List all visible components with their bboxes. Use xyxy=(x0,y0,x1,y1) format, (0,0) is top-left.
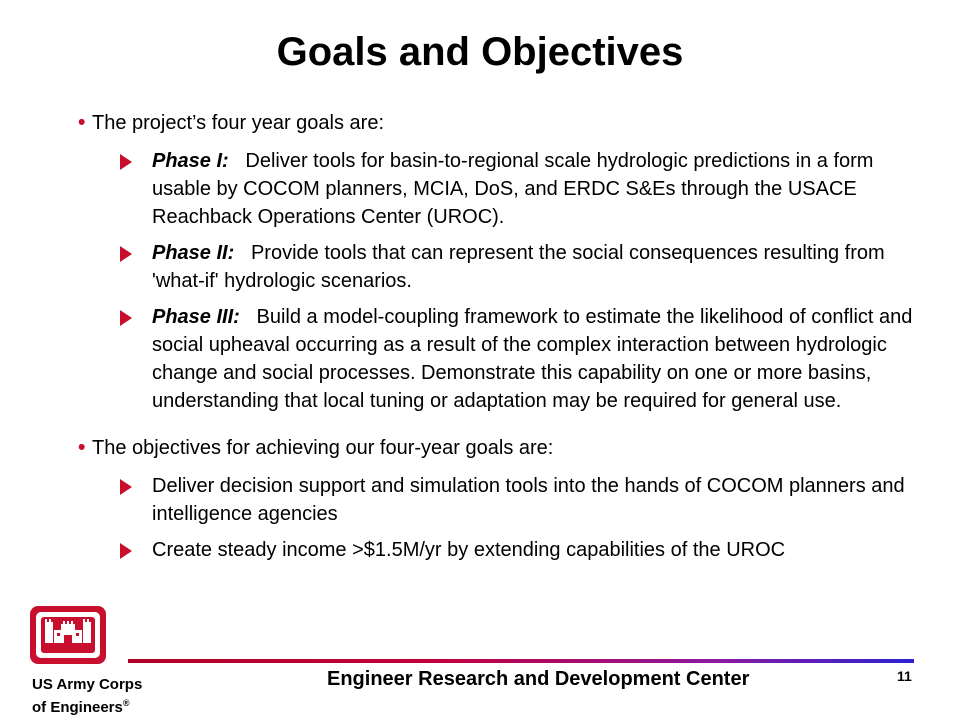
org-line-2 xyxy=(32,694,142,717)
footer-divider xyxy=(128,659,914,663)
arrow-right-icon xyxy=(120,543,132,559)
phase-label: Phase II: xyxy=(152,242,235,264)
slide-content xyxy=(80,110,920,572)
footer-center-text: Engineer Research and Development Center xyxy=(327,668,750,690)
slide-title: Goals and Objectives xyxy=(276,30,684,74)
list-item xyxy=(80,303,920,415)
phase-label: Phase III: xyxy=(152,306,240,328)
objectives-list xyxy=(80,472,920,564)
goals-list xyxy=(80,147,920,415)
castle-logo-icon xyxy=(30,606,106,664)
objectives-bullet xyxy=(80,435,920,462)
objectives-heading: The objectives for achieving our four-year goals are: xyxy=(92,437,554,459)
arrow-right-icon xyxy=(120,479,132,495)
arrow-right-icon xyxy=(120,246,132,262)
phase-text: Deliver tools for basin-to-regional scale hydrologic predictions in a form usable by COCOM planners, MCIA, DoS, and ERDC S&Es through the USACE Reachback Operations Center (UROC). xyxy=(152,150,874,228)
phase-text: Provide tools that can represent the social consequences resulting from 'what-if' hydrologic scenarios. xyxy=(152,242,885,292)
organization-name xyxy=(32,676,142,717)
org-line-2-text: of Engineers xyxy=(32,699,123,716)
list-item xyxy=(80,472,920,528)
objective-text: Deliver decision support and simulation tools into the hands of COCOM planners and intelligence agencies xyxy=(152,475,905,525)
phase-text: Build a model-coupling framework to estimate the likelihood of conflict and social upheaval occurring as a result of the complex interaction between hydrologic change and social processes. Demonstrate this capability on one or more basins, understanding that local tuning or adaptation may be required for general use. xyxy=(152,306,913,412)
arrow-right-icon xyxy=(120,154,132,170)
registered-mark: ® xyxy=(122,698,130,708)
phase-label: Phase I: xyxy=(152,150,229,172)
list-item xyxy=(80,147,920,231)
page-number: 11 xyxy=(897,668,912,684)
list-item xyxy=(80,536,920,564)
list-item xyxy=(80,239,920,295)
arrow-right-icon xyxy=(120,310,132,326)
goals-bullet xyxy=(80,110,920,137)
org-line-1: US Army Corps xyxy=(32,676,143,693)
objective-text: Create steady income >$1.5M/yr by extending capabilities of the UROC xyxy=(152,539,786,561)
goals-heading: The project’s four year goals are: xyxy=(92,112,385,134)
